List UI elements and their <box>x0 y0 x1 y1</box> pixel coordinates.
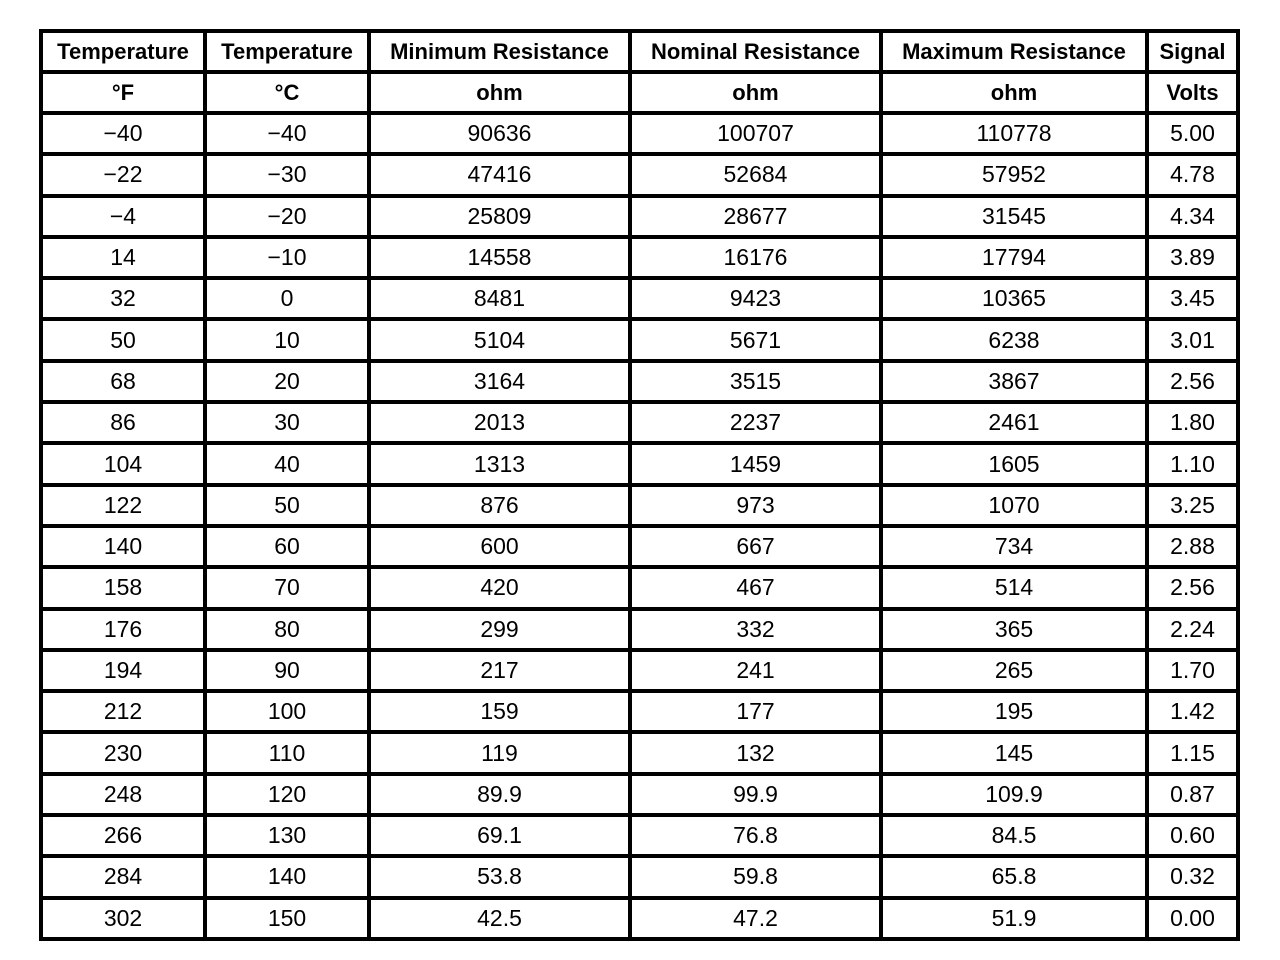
signal-volts-cell: 3.01 <box>1147 319 1238 360</box>
table-row <box>41 196 1238 237</box>
temp-f-cell: 86 <box>41 402 205 443</box>
min-resistance-cell: 600 <box>369 526 630 567</box>
signal-volts-cell: 2.56 <box>1147 567 1238 608</box>
temp-f-cell: 194 <box>41 650 205 691</box>
unit-cell-ohm-min: ohm <box>369 72 630 113</box>
signal-volts-cell: 4.78 <box>1147 154 1238 195</box>
table-row <box>41 485 1238 526</box>
table-row <box>41 815 1238 856</box>
temp-f-cell: 50 <box>41 319 205 360</box>
max-resistance-cell: 145 <box>881 732 1147 773</box>
min-resistance-cell: 8481 <box>369 278 630 319</box>
nominal-resistance-cell: 5671 <box>630 319 881 360</box>
table-row <box>41 237 1238 278</box>
max-resistance-cell: 84.5 <box>881 815 1147 856</box>
table-row <box>41 650 1238 691</box>
temp-f-cell: 230 <box>41 732 205 773</box>
table-header <box>41 31 1238 113</box>
nominal-resistance-cell: 2237 <box>630 402 881 443</box>
temp-f-cell: 266 <box>41 815 205 856</box>
max-resistance-cell: 514 <box>881 567 1147 608</box>
temp-c-cell: 150 <box>205 898 369 939</box>
header-cell-temperature-c: Temperature <box>205 31 369 72</box>
nominal-resistance-cell: 76.8 <box>630 815 881 856</box>
nominal-resistance-cell: 241 <box>630 650 881 691</box>
temp-f-cell: 104 <box>41 443 205 484</box>
table-row <box>41 113 1238 154</box>
temp-c-cell: −20 <box>205 196 369 237</box>
header-cell-minimum-resistance: Minimum Resistance <box>369 31 630 72</box>
max-resistance-cell: 110778 <box>881 113 1147 154</box>
table-body <box>41 113 1238 939</box>
max-resistance-cell: 2461 <box>881 402 1147 443</box>
temp-f-cell: 140 <box>41 526 205 567</box>
max-resistance-cell: 365 <box>881 609 1147 650</box>
nominal-resistance-cell: 9423 <box>630 278 881 319</box>
temp-f-cell: 68 <box>41 361 205 402</box>
temp-c-cell: −10 <box>205 237 369 278</box>
header-cell-nominal-resistance: Nominal Resistance <box>630 31 881 72</box>
signal-volts-cell: 3.25 <box>1147 485 1238 526</box>
temp-c-cell: 50 <box>205 485 369 526</box>
temp-c-cell: 120 <box>205 774 369 815</box>
nominal-resistance-cell: 52684 <box>630 154 881 195</box>
temp-f-cell: 212 <box>41 691 205 732</box>
min-resistance-cell: 89.9 <box>369 774 630 815</box>
temp-f-cell: 32 <box>41 278 205 319</box>
nominal-resistance-cell: 467 <box>630 567 881 608</box>
max-resistance-cell: 195 <box>881 691 1147 732</box>
min-resistance-cell: 47416 <box>369 154 630 195</box>
max-resistance-cell: 109.9 <box>881 774 1147 815</box>
nominal-resistance-cell: 1459 <box>630 443 881 484</box>
nominal-resistance-cell: 667 <box>630 526 881 567</box>
min-resistance-cell: 25809 <box>369 196 630 237</box>
unit-cell-ohm-nominal: ohm <box>630 72 881 113</box>
temp-c-cell: 130 <box>205 815 369 856</box>
min-resistance-cell: 420 <box>369 567 630 608</box>
table-row <box>41 361 1238 402</box>
signal-volts-cell: 1.42 <box>1147 691 1238 732</box>
unit-cell-fahrenheit: °F <box>41 72 205 113</box>
signal-volts-cell: 3.45 <box>1147 278 1238 319</box>
signal-volts-cell: 1.80 <box>1147 402 1238 443</box>
signal-volts-cell: 2.56 <box>1147 361 1238 402</box>
table-row <box>41 567 1238 608</box>
signal-volts-cell: 1.15 <box>1147 732 1238 773</box>
max-resistance-cell: 734 <box>881 526 1147 567</box>
table-row <box>41 154 1238 195</box>
max-resistance-cell: 17794 <box>881 237 1147 278</box>
table-row <box>41 443 1238 484</box>
temp-c-cell: 90 <box>205 650 369 691</box>
temp-c-cell: 140 <box>205 856 369 897</box>
signal-volts-cell: 0.60 <box>1147 815 1238 856</box>
temp-f-cell: 302 <box>41 898 205 939</box>
temp-c-cell: 100 <box>205 691 369 732</box>
temp-c-cell: −30 <box>205 154 369 195</box>
min-resistance-cell: 3164 <box>369 361 630 402</box>
temp-f-cell: 14 <box>41 237 205 278</box>
temp-f-cell: 284 <box>41 856 205 897</box>
temp-c-cell: 80 <box>205 609 369 650</box>
min-resistance-cell: 14558 <box>369 237 630 278</box>
min-resistance-cell: 217 <box>369 650 630 691</box>
nominal-resistance-cell: 132 <box>630 732 881 773</box>
max-resistance-cell: 265 <box>881 650 1147 691</box>
signal-volts-cell: 1.70 <box>1147 650 1238 691</box>
header-cell-maximum-resistance: Maximum Resistance <box>881 31 1147 72</box>
temp-c-cell: 0 <box>205 278 369 319</box>
temp-c-cell: 40 <box>205 443 369 484</box>
table-row <box>41 774 1238 815</box>
table-row <box>41 856 1238 897</box>
nominal-resistance-cell: 47.2 <box>630 898 881 939</box>
temp-c-cell: 10 <box>205 319 369 360</box>
unit-cell-volts: Volts <box>1147 72 1238 113</box>
signal-volts-cell: 0.87 <box>1147 774 1238 815</box>
table-row <box>41 691 1238 732</box>
unit-cell-ohm-max: ohm <box>881 72 1147 113</box>
min-resistance-cell: 90636 <box>369 113 630 154</box>
nominal-resistance-cell: 973 <box>630 485 881 526</box>
resistance-table <box>39 29 1240 941</box>
temp-c-cell: 20 <box>205 361 369 402</box>
min-resistance-cell: 53.8 <box>369 856 630 897</box>
signal-volts-cell: 2.24 <box>1147 609 1238 650</box>
max-resistance-cell: 51.9 <box>881 898 1147 939</box>
max-resistance-cell: 1605 <box>881 443 1147 484</box>
max-resistance-cell: 57952 <box>881 154 1147 195</box>
nominal-resistance-cell: 59.8 <box>630 856 881 897</box>
min-resistance-cell: 299 <box>369 609 630 650</box>
temp-c-cell: −40 <box>205 113 369 154</box>
min-resistance-cell: 2013 <box>369 402 630 443</box>
nominal-resistance-cell: 28677 <box>630 196 881 237</box>
signal-volts-cell: 4.34 <box>1147 196 1238 237</box>
min-resistance-cell: 69.1 <box>369 815 630 856</box>
temp-c-cell: 60 <box>205 526 369 567</box>
temp-f-cell: 122 <box>41 485 205 526</box>
min-resistance-cell: 5104 <box>369 319 630 360</box>
table-row <box>41 526 1238 567</box>
table-row <box>41 898 1238 939</box>
temp-c-cell: 70 <box>205 567 369 608</box>
header-row <box>41 31 1238 72</box>
nominal-resistance-cell: 332 <box>630 609 881 650</box>
temp-f-cell: −40 <box>41 113 205 154</box>
table-row <box>41 402 1238 443</box>
temp-f-cell: 248 <box>41 774 205 815</box>
temp-f-cell: 158 <box>41 567 205 608</box>
max-resistance-cell: 10365 <box>881 278 1147 319</box>
table-row <box>41 609 1238 650</box>
max-resistance-cell: 6238 <box>881 319 1147 360</box>
table-row <box>41 319 1238 360</box>
min-resistance-cell: 119 <box>369 732 630 773</box>
signal-volts-cell: 1.10 <box>1147 443 1238 484</box>
temp-f-cell: 176 <box>41 609 205 650</box>
nominal-resistance-cell: 99.9 <box>630 774 881 815</box>
nominal-resistance-cell: 16176 <box>630 237 881 278</box>
table-row <box>41 732 1238 773</box>
temp-f-cell: −4 <box>41 196 205 237</box>
min-resistance-cell: 42.5 <box>369 898 630 939</box>
temp-c-cell: 110 <box>205 732 369 773</box>
min-resistance-cell: 876 <box>369 485 630 526</box>
min-resistance-cell: 159 <box>369 691 630 732</box>
units-row <box>41 72 1238 113</box>
nominal-resistance-cell: 177 <box>630 691 881 732</box>
temp-f-cell: −22 <box>41 154 205 195</box>
signal-volts-cell: 0.32 <box>1147 856 1238 897</box>
header-cell-signal: Signal <box>1147 31 1238 72</box>
signal-volts-cell: 5.00 <box>1147 113 1238 154</box>
nominal-resistance-cell: 100707 <box>630 113 881 154</box>
max-resistance-cell: 1070 <box>881 485 1147 526</box>
min-resistance-cell: 1313 <box>369 443 630 484</box>
max-resistance-cell: 31545 <box>881 196 1147 237</box>
temp-c-cell: 30 <box>205 402 369 443</box>
signal-volts-cell: 0.00 <box>1147 898 1238 939</box>
table-row <box>41 278 1238 319</box>
signal-volts-cell: 3.89 <box>1147 237 1238 278</box>
unit-cell-celsius: °C <box>205 72 369 113</box>
header-cell-temperature-f: Temperature <box>41 31 205 72</box>
signal-volts-cell: 2.88 <box>1147 526 1238 567</box>
max-resistance-cell: 65.8 <box>881 856 1147 897</box>
nominal-resistance-cell: 3515 <box>630 361 881 402</box>
max-resistance-cell: 3867 <box>881 361 1147 402</box>
